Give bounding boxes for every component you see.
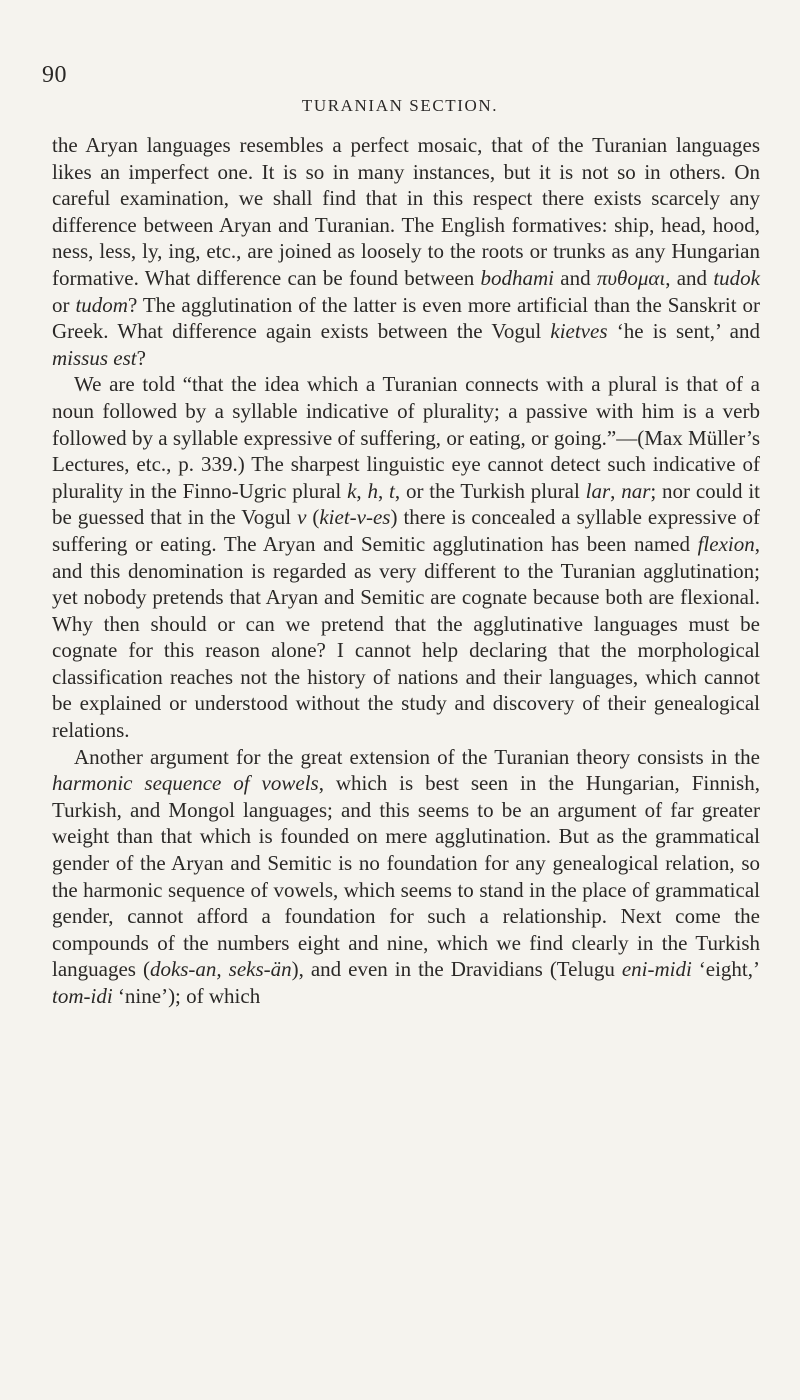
italic-term: kietves — [550, 319, 608, 344]
page-number: 90 — [42, 62, 67, 88]
text-run: , and this denomination is regarded as very different to the Turanian agglutination; yet nobody pretends that Aryan and Semitic are cognate because both are flexional. Why then should or can we pretend that the agglutinative languages must be cognate for this reason alone? I cannot help declaring that the morphological classification reaches not the history of nations and their languages, which cannot be explained or understood without the study and discovery of their genealogical relations. — [52, 531, 760, 743]
text-run: , — [377, 478, 390, 503]
text-run: ? — [136, 345, 146, 370]
paragraph — [52, 132, 760, 371]
text-run: We are told “that the idea which a Turanian connects with a plural is that of a noun followed by a syllable indicative of plurality; a passive with him is a verb followed by a syllable expressive of suffering, or eating, or going.”—(Max Müller’s Lectures, etc., p. 339.) The sharpest linguistic eye cannot detect such indicative of plurality in the Finno-Ugric plural — [52, 372, 760, 503]
italic-term: h — [367, 478, 378, 503]
text-run: and — [553, 265, 597, 290]
italic-term: flexion — [697, 531, 755, 556]
italic-term: bodhami — [480, 265, 554, 290]
body-text — [52, 132, 760, 1010]
text-run: , or the Turkish plural — [394, 478, 586, 503]
text-run: ? The agglutination of the latter is even more artificial than the Sanskrit or Greek. What difference again exists between the Vogul — [52, 292, 761, 344]
italic-term: t — [389, 478, 395, 503]
text-run: , — [610, 478, 622, 503]
text-run: the Aryan languages resembles a perfect mosaic, that of the Turanian languages likes an imperfect one. It is so in many instances, but it is not so in others. On careful examination, we shall find that in this respect there exists scarcely any difference between Aryan and Turanian. The English formatives: ship, head, hood, ness, less, ly, ing, etc., are joined as loosely to the roots or trunks as any Hungarian formative. What difference can be found between — [52, 133, 760, 290]
italic-term: lar — [585, 478, 611, 503]
text-run: ) there is concealed a syllable expressive of suffering or eating. The Aryan and Semitic agglutination has been named — [52, 505, 760, 556]
text-run: ‘nine’); of which — [112, 984, 261, 1008]
text-run: ‘eight,’ — [691, 957, 760, 982]
italic-term: harmonic sequence of vowels — [52, 771, 319, 796]
text-run: ‘he is sent,’ and — [607, 319, 760, 344]
italic-term: kiet-v-es — [319, 505, 391, 530]
italic-term: k — [347, 478, 357, 503]
text-run: or — [52, 292, 76, 317]
paragraph — [52, 744, 760, 1010]
text-run: , — [356, 478, 368, 503]
italic-term: v — [297, 505, 307, 530]
text-run: , which is best seen in the Hungarian, Finnish, Turkish, and Mongol languages; and this seems to be an argument of far greater weight than that which is founded on mere agglutination. But as the grammatical gender of the Aryan and Semitic is no foundation for any genealogical relation, so the harmonic sequence of vowels, which seems to stand in the place of grammatical gender, cannot afford a foundation for such a relationship. Next come the compounds of the numbers eight and nine, which we find clearly in the Turkish languages ( — [52, 771, 760, 982]
italic-term: πυθομαι — [596, 265, 666, 290]
italic-term: tudom — [75, 292, 128, 317]
italic-term: doks-an, seks-än — [149, 957, 292, 982]
italic-term: nar — [621, 478, 651, 503]
text-run: , and — [665, 265, 714, 290]
italic-term: tom-idi — [52, 984, 113, 1008]
text-run: ), and even in the Dravidians (Telugu — [291, 957, 622, 982]
text-run: ; nor could it be guessed that in the Vogul — [52, 478, 761, 530]
italic-term: missus est — [52, 345, 137, 370]
italic-term: eni-midi — [621, 957, 692, 982]
text-run: Another argument for the great extension of the Turanian theory consists in the — [74, 744, 760, 769]
italic-term: tudok — [713, 265, 760, 290]
paragraph — [52, 371, 760, 743]
running-head: TURANIAN SECTION. — [301, 96, 499, 115]
text-run: ( — [306, 505, 320, 530]
